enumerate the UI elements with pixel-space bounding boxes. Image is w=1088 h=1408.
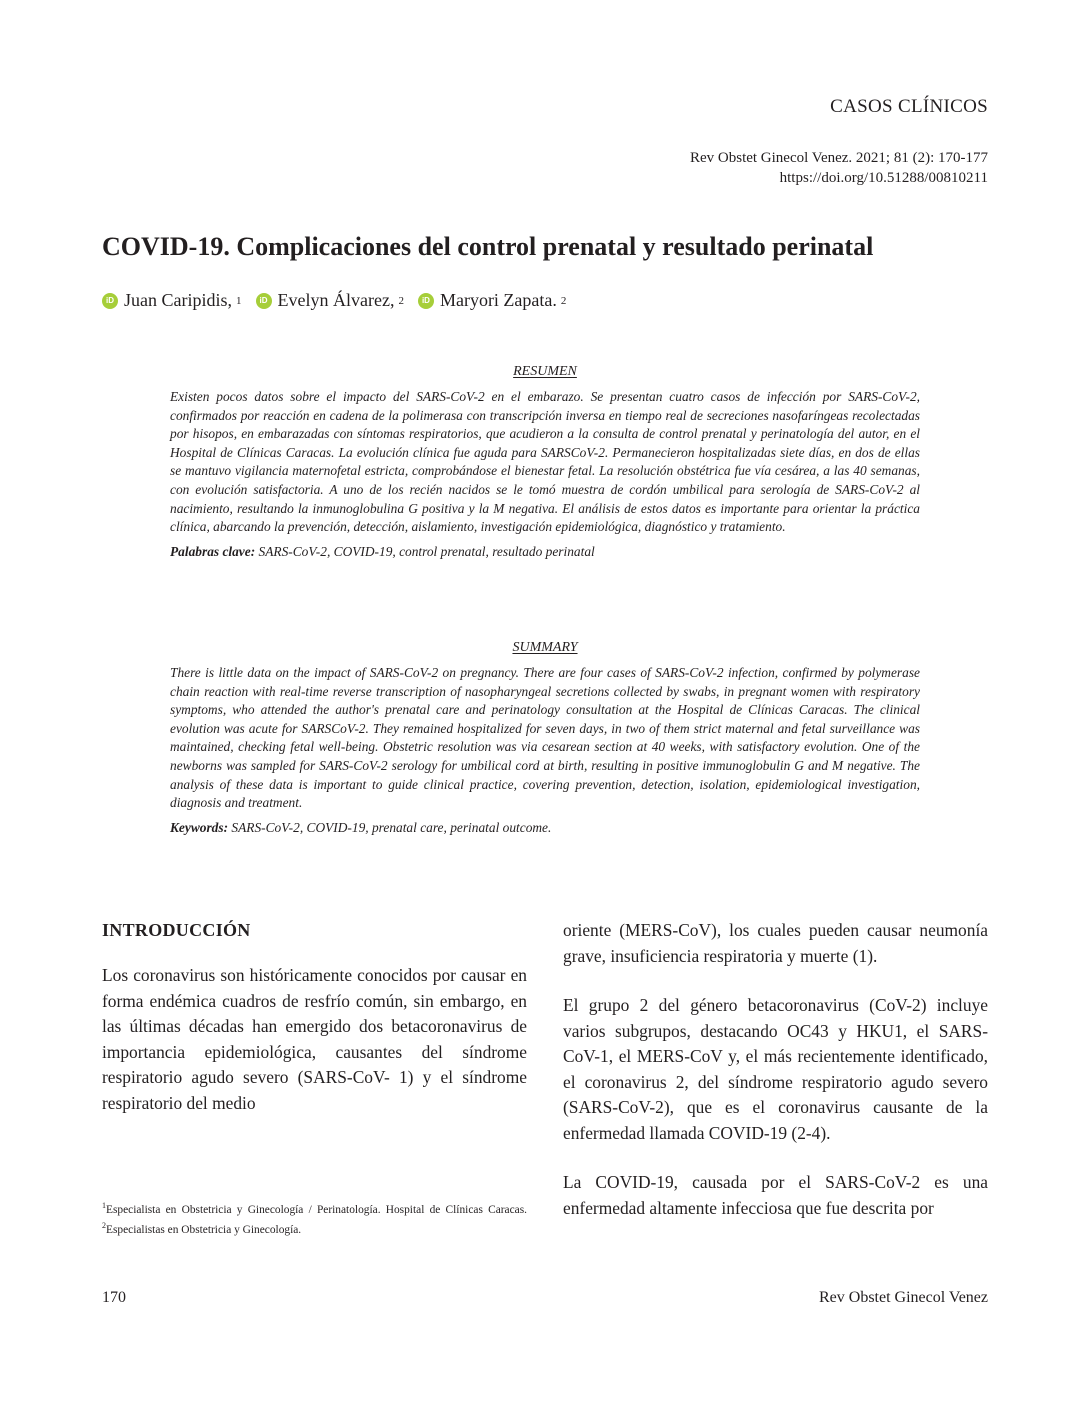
resumen-keywords [170, 543, 920, 561]
footnote-mark: 2 [102, 1220, 106, 1230]
left-column [102, 920, 527, 1116]
author-name: Maryori Zapata. [439, 290, 557, 310]
author-affiliation: 1 [236, 294, 242, 307]
article-title: COVID-19. Complicaciones del control prenatal y resultado perinatal [102, 232, 874, 261]
resumen-heading: RESUMEN [513, 364, 577, 379]
body-paragraph: La COVID-19, causada por el SARS-CoV-2 es una enfermedad altamente infecciosa que fue descrita por [563, 1172, 988, 1218]
body-paragraph: oriente (MERS-CoV), los cuales pueden causar neumonía grave, insuficiencia respiratoria y muerte (1). [563, 920, 988, 966]
author-affiliation: 2 [398, 294, 404, 307]
resumen-text: Existen pocos datos sobre el impacto del SARS-CoV-2 en el embarazo. Se presentan cuatro casos de infección por SARS-CoV-2, confirmados por reacción en cadena de la polimerasa con transcripción inversa en tiempo real de secreciones nasofaríngeas recolectadas por hisopos, en embarazadas con síntomas respiratorios, que acudieron a la consulta de control prenatal y perinatología del autor, en el Hospital de Clínicas Caracas. La evolución clínica fue aguda para SARSCoV-2. Permanecieron hospitalizadas siete días, en dos de ellas se mantuvo vigilancia maternofetal estricta, comprobándose el bienestar fetal. La resolución obstétrica fue vía cesárea, a las 40 semanas, con evolución satisfactoria. A uno de los recién nacidos se le tomó muestra de cordón umbilical para serología de SARS-CoV-2 al nacimiento, resultando la inmunoglobulina G positiva y la M negativa. El análisis de estos datos es importante para orientar la práctica clínica, abarcando la prevención, detección, aislamiento, investigación epidemiológica, diagnóstico y tratamiento. [170, 389, 920, 535]
body-paragraph: Los coronavirus son históricamente conocidos por causar en forma endémica cuadros de resfrío común, sin embargo, en las últimas décadas han emergido dos betacoronavirus de importancia epidemiológica, causantes del síndrome respiratorio agudo severo (SARS-CoV- 1) y el síndrome respiratorio del medio [102, 965, 527, 1113]
orcid-icon[interactable]: iD [102, 293, 118, 309]
citation-block [690, 148, 988, 188]
author-2[interactable] [256, 290, 404, 311]
orcid-icon[interactable]: iD [256, 293, 272, 309]
journal-citation: Rev Obstet Ginecol Venez. 2021; 81 (2): 170-177 [689, 150, 988, 166]
page-number: 170 [102, 1289, 126, 1306]
keywords-label: Palabras clave: [170, 543, 256, 559]
summary-text: There is little data on the impact of SARS-CoV-2 on pregnancy. There are four cases of SARS-CoV-2 infection, confirmed by polymerase chain reaction with real-time reverse transcription of nasopharyngeal secretions collected by swabs, in pregnant women with respiratory symptoms, who attended the author's prenatal care and perinatology consultation at the Hospital de Clínicas Caracas. The clinical evolution was acute for SARSCoV-2. They remained hospitalized for seven days, in two of them strict maternal and fetal surveillance was maintained, checking fetal well-being. Obstetric resolution was via cesarean section at 40 weeks, with satisfactory evolution. One of the newborns was sampled for SARS-CoV-2 serology for umbilical cord at birth, resulting in positive immunoglobulin G and M negative. The analysis of these data is important to guide clinical practice, covering prevention, detection, isolation, epidemiological investigation, diagnosis and treatment. [170, 665, 920, 811]
right-column [563, 918, 988, 1221]
keywords-value: SARS-CoV-2, COVID-19, control prenatal, resultado perinatal [258, 543, 595, 559]
author-name: Juan Caripidis, [124, 290, 232, 310]
keywords-label: Keywords: [170, 819, 229, 835]
summary-section [170, 640, 920, 837]
section-label: CASOS CLÍNICOS [830, 96, 988, 117]
introduccion-heading: INTRODUCCIÓN [102, 920, 251, 940]
author-3[interactable] [418, 290, 566, 311]
author-affiliation: 2 [560, 294, 567, 307]
footnote-text: Especialistas en Obstetricia y Ginecología. [106, 1223, 302, 1236]
keywords-value: SARS-CoV-2, COVID-19, prenatal care, perinatal outcome. [231, 819, 552, 835]
author-list [102, 290, 580, 311]
doi-link[interactable]: https://doi.org/10.51288/00810211 [779, 170, 988, 186]
author-name: Evelyn Álvarez, [277, 290, 395, 310]
author-1[interactable] [102, 290, 242, 311]
footnote [102, 1198, 527, 1238]
journal-footer: Rev Obstet Ginecol Venez [819, 1289, 988, 1306]
summary-heading: SUMMARY [512, 640, 578, 655]
summary-keywords [170, 819, 920, 837]
orcid-icon[interactable]: iD [418, 293, 434, 309]
body-paragraph: El grupo 2 del género betacoronavirus (CoV-2) incluye varios subgrupos, destacando OC43 y HKU1, el SARS-CoV-1, el MERS-CoV y, el más recientemente identificado, el coronavirus 2, del síndrome respiratorio agudo severo (SARS-CoV-2), que es el coronavirus causante de la enfermedad llamada COVID-19 (2-4). [563, 995, 988, 1143]
footnote-mark: 1 [102, 1201, 106, 1210]
footnote-text: Especialista en Obstetricia y Ginecología / Perinatología. Hospital de Clínicas Caracas. [106, 1203, 527, 1216]
resumen-section [170, 364, 920, 561]
